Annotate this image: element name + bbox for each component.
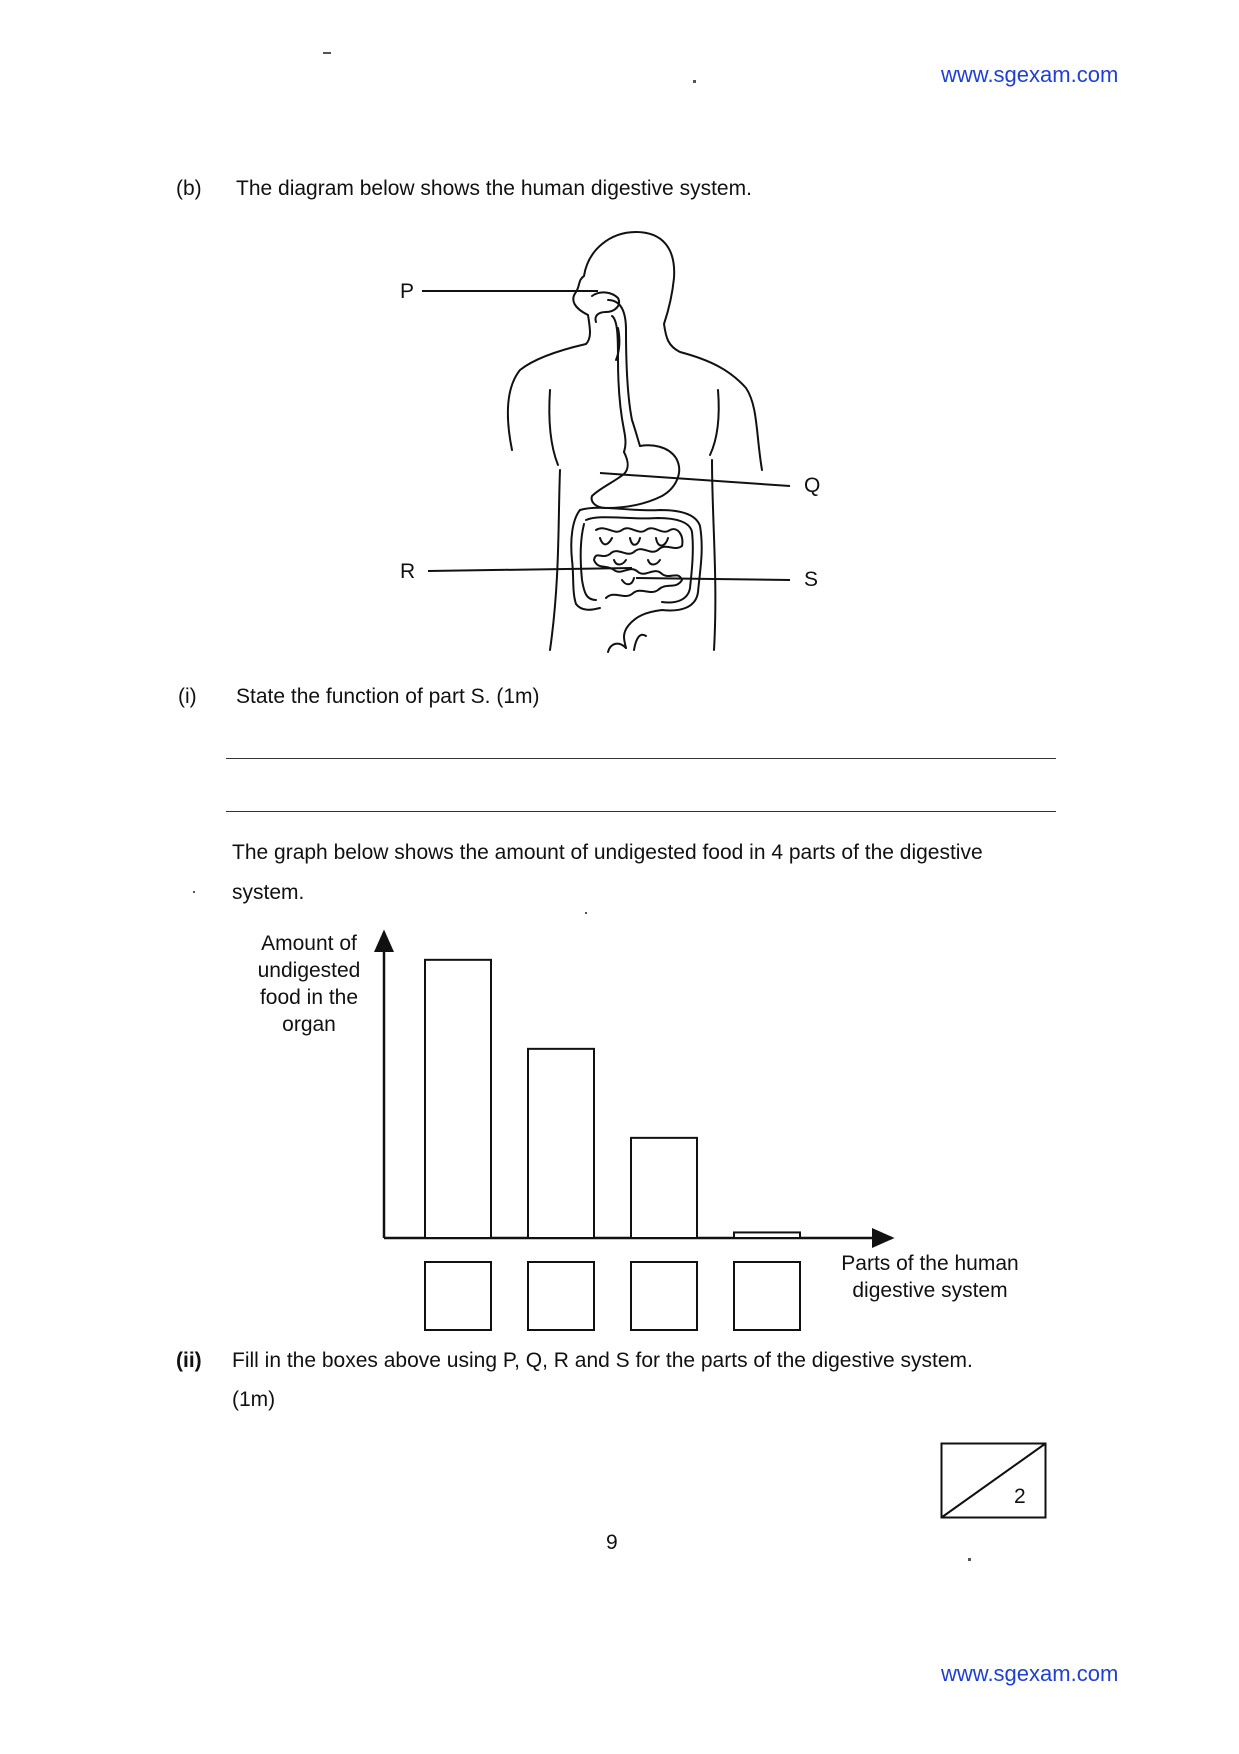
pointer-line-s	[636, 578, 790, 580]
oesophagus	[608, 300, 640, 446]
chart-x-label-line: digestive system	[852, 1279, 1008, 1302]
pointer-line-q	[600, 473, 790, 486]
chart-y-label-line: undigested	[257, 959, 361, 982]
diagram-label-r: R	[400, 560, 416, 583]
page-number: 9	[606, 1531, 618, 1554]
chart-bar	[425, 960, 491, 1238]
question-ii-line-2: (1m)	[232, 1388, 276, 1411]
scan-speck	[585, 912, 587, 914]
graph-intro-line-1: The graph below shows the amount of undigested food in 4 parts of the digestive	[232, 841, 983, 864]
answer-box[interactable]	[425, 1262, 491, 1330]
answer-line-2[interactable]	[226, 811, 1056, 812]
digestive-system-diagram	[400, 220, 880, 660]
diagram-label-q: Q	[804, 474, 821, 497]
footer-website: www.sgexam.com	[941, 1661, 1119, 1686]
marks-total: 2	[1014, 1485, 1026, 1508]
graph-intro-line-2: system.	[232, 881, 305, 904]
part-b-label: (b)	[176, 177, 202, 200]
answer-box[interactable]	[528, 1262, 594, 1330]
question-ii-line-1: Fill in the boxes above using P, Q, R and S for the parts of the digestive system.	[232, 1349, 973, 1372]
answer-line-1[interactable]	[226, 758, 1056, 759]
bar-chart	[370, 920, 900, 1340]
small-intestine	[594, 528, 682, 598]
diagram-label-s: S	[804, 568, 819, 591]
scan-speck	[693, 80, 696, 83]
scan-speck	[193, 891, 195, 893]
chart-bar	[631, 1138, 697, 1238]
diagram-label-p: P	[400, 280, 415, 303]
marks-box	[940, 1442, 1048, 1520]
chart-bar	[528, 1049, 594, 1238]
mouth	[592, 292, 619, 322]
chart-y-label-line: Amount of	[261, 932, 357, 955]
scan-speck	[968, 1558, 971, 1561]
chart-y-label-line: food in the	[259, 986, 359, 1009]
answer-box[interactable]	[734, 1262, 800, 1330]
body-outline-left	[508, 315, 590, 450]
pointer-line-r	[428, 568, 632, 571]
chart-y-label	[236, 930, 382, 1038]
chart-x-label	[830, 1250, 1030, 1304]
header-website: www.sgexam.com	[941, 62, 1119, 87]
chart-y-label-line: organ	[282, 1013, 336, 1036]
chart-bar	[734, 1232, 800, 1238]
question-ii-label: (ii)	[176, 1349, 202, 1372]
question-i-label: (i)	[178, 685, 197, 708]
answer-box[interactable]	[631, 1262, 697, 1330]
question-i-text: State the function of part S. (1m)	[236, 685, 540, 708]
scan-speck	[323, 52, 331, 54]
body-outline	[573, 232, 762, 470]
part-b-text: The diagram below shows the human digestive system.	[236, 177, 752, 200]
chart-x-label-line: Parts of the human	[841, 1252, 1019, 1275]
